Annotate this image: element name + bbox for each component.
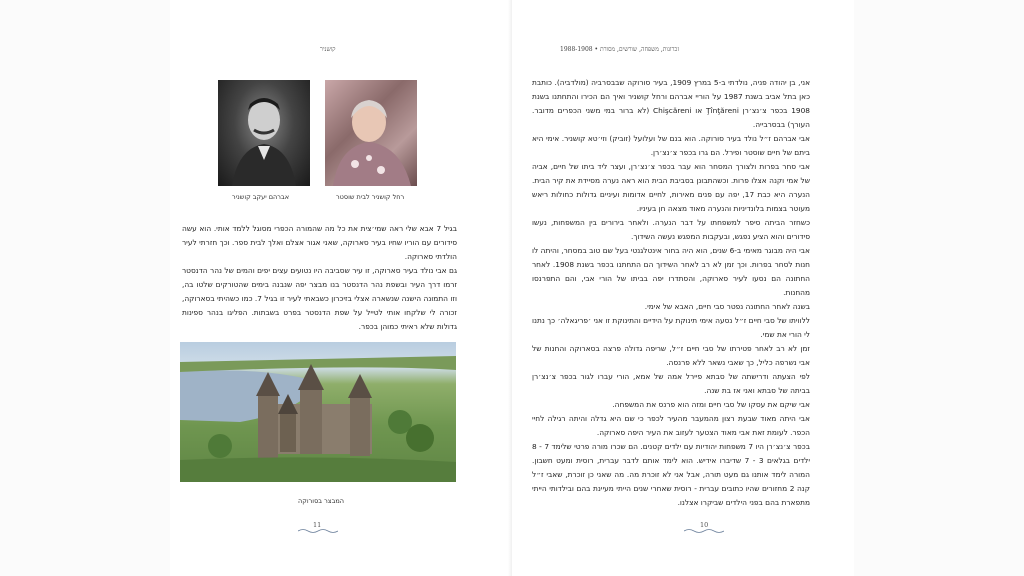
left-page-header: קושניר — [320, 46, 336, 53]
right-page — [512, 0, 854, 576]
woman-portrait-image — [325, 80, 417, 186]
paragraph: אני, בן יהודה פניה, נולדתי ב-5 במרץ 1909, בעיר סורוקה שבבסרביה (מולדביה). כותבת כאן בתל אביב בשנת 1987 על הוריי אברהם ורחל קושניר ואיך הם הכירו והתחתנו בשנת 1908 בכפר צ׳נצ׳רן Ţînţăreni או Chişcăreni (לא ברור במי משני הכפרים מדובר. העורך) בבסרבייה. — [532, 78, 811, 129]
caption-fortress: המבצר בסורוקה — [298, 497, 345, 505]
photo-fortress — [180, 342, 456, 482]
paragraph: זמן לא רב לאחר פטירתו של סבי חיים ז״ל, שריפה גדולה פרצה בסארוקה והחנות של אבי נשרפה כליל, כך שאבי נשאר ללא פרנסה. — [532, 344, 810, 367]
photo-man-portrait — [218, 80, 310, 186]
paragraph: כשחזר הביתה סיפר למשפחתו על דבר הנערה. ולאחר בירורים בין המשפחות, נעשו סידורים והוא הציע נפגש, ובעקבות המפגש נעשה השידוך. — [532, 218, 810, 241]
caption-man: אברהם יעקב קושניר — [232, 193, 290, 201]
right-page-body — [532, 76, 810, 510]
paragraph: בכפר צ׳נצ׳רן היו 7 משפחות יהודיות עם ילדים קטנים. הם שכרו מורה פרטי שלימד 7 - 8 ילדים בגלאים 3 - 7 שדיברו אידיש. הוא לימד אותם לדבר עברית, רוסית ומעט חשבון. המורה לימד אותנו גם מעט תורה, אבל אני לא זוכרת מה. מה שאני כן זוכרת, שאבי ז״ל קנה 2 מחזורים שהיו כתובים עברית - רוסית שאחרי שנים הייתי מעיינת בהם ובילדותי הייתי מתפארת בהם בפני הילדים שביקרו אצלנו. — [532, 442, 810, 507]
ornament-icon — [684, 528, 724, 534]
paragraph: אבי היה מבוגר מאימי ב-6 שנים, הוא היה בחור אינטלגנטי בעל שם טוב במסחר, והיתה לו חנות לסחר בפרות. וכך זמן לא רב לאחר השידוך הם התחתנו בכפר בשנת 1908. לאחר החתונה הם נסעו לעיר סארוקה, והסתדרו יפה בביתו של הורי אבי, והם התפרנסו מהחנות. — [532, 246, 811, 297]
paragraph: אבי שיקם את עסקו של סבי חיים ומזה הוא פרנס את המשפחה. — [612, 400, 810, 409]
photo-woman-portrait — [325, 80, 417, 186]
caption-woman: רחל קושניר לבית שוסטר — [336, 193, 405, 201]
page-number: 10 — [700, 521, 709, 529]
paragraph: בגיל 7 אבא שלי ראה שמי׳צית את כל מה שהמורה הכפרי מסוגל ללמד אותי. הוא עשה סידורים עם הוריו שחיו בעיר סארוקה, שאני אגור אצלם ואלך לבית ספר. וכך חזרתי לעיר הולדתי סארוקה. — [182, 224, 457, 261]
paragraph: אבי אברהם ז״ל נולד בעיר סורוקה. הוא בנם של ועלועל (זוביק) וזי׳טא קושניר. אימי היא ביתם של חיים שוסטר ופירל. הם גרו בכפר צ׳נצ׳רן. — [532, 134, 810, 157]
left-page-body — [182, 222, 457, 334]
page-number: 11 — [313, 521, 322, 529]
paragraph: גם אבי נולד בעיר סארוקה, זו עיר שסביבה היו נטועים עצים יפים והמים של נהר הדנסטר זרמו דרך העיר ובשפת נהר הדנסטר בנו מבצר יפה שנבנה בימים שהטורקים שלטו בה, וזו התמונה הישנה שנשארה אצלי בזיכרון כשבאתי לעיר זו בגיל 7. כמו כשהיתי בסארוקה, זכורה לי שלקחו אותי לטייל על שפת הדנסטר בפרט בשבתות. הפליגו בנהר ספינות גדולות שלא ראיתי כמוהן בכפר. — [182, 266, 458, 331]
paragraph: אבי היתה מאוד שבעת רצון מהמעבר מהעיר לכפר כי שם היא גדלה והיתה רגילה לחיי הכפר. לעומת זאת אבי מאוד הצטער לעזוב את העיר היפה סארוקה. — [532, 414, 810, 437]
fortress-image — [180, 342, 456, 482]
paragraph: בשנה לאחר החתונה נפטר סבי חיים, האבא של אימי. — [644, 302, 810, 311]
paragraph: אבי סחר בפרות ולצורך המסחר הוא עבר בכפר צ׳נצ׳רן, ועצר ליד ביתו של חיים, אביה של אמי וקנה אצלו פרות. וכשהתבונן בסביבת הבית הוא ראה נערה מסיידת את קיר הבית. הנערה היא כבת 17, יפה עם פנים מאירות, לחיים אדומות ועיניים גדולות כחולות ריאש מעוטר בצמות בלונדיניות והנערה מאוד מצאה חן בעיניו. — [532, 162, 810, 213]
left-page — [170, 0, 512, 576]
man-portrait-image — [218, 80, 310, 186]
paragraph: לפי הצעתה ודרישתה של סבתא פיירל אמה של אמא, הורי עברו לגור בכפר צ׳נצ׳רן בביתה של סבתא ואני אז בת שנה. — [532, 372, 810, 395]
ornament-icon — [298, 528, 338, 534]
paragraph: ללוויתו של סבי חיים ז״ל נסעה אימי תינוקת על הידיים והתינוקת זו אני ׳פריגאלה׳ כך נתנו לי הורי את שמי. — [532, 316, 810, 339]
right-page-header: זכרונות, משפחה, שורשים, מסורת • 1988-1908 — [560, 46, 679, 53]
